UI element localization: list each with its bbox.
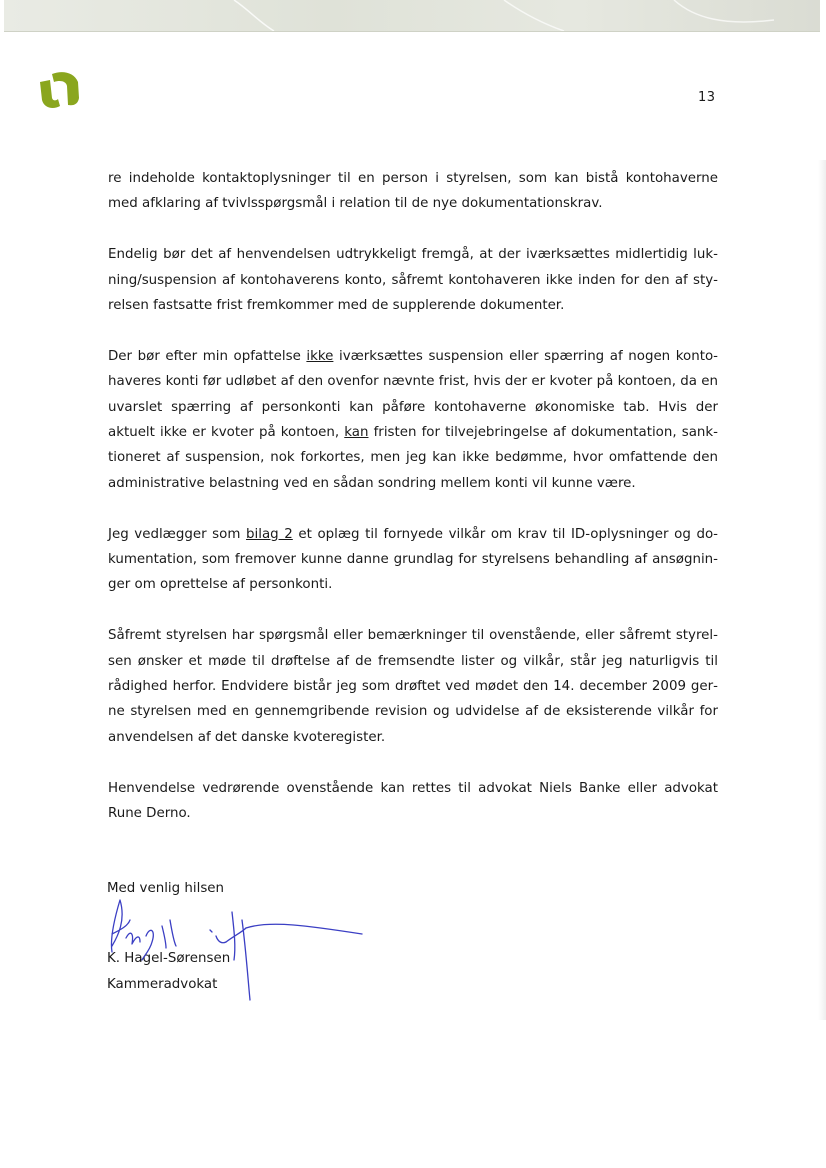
paragraph-text: Henvendelse vedrørende ovenstående kan rettes til advokat Niels Banke eller advokat Rune Derno. — [108, 780, 718, 822]
paragraph-text: et oplæg til fornyede vilkår om krav til ID-oplysninger og dokumentation, som fremover kunne danne grundlag for styrelsens behandling af ansøgninger om oprettelse af personkonti. — [108, 526, 718, 593]
header-band — [4, 0, 820, 32]
body-paragraph — [108, 344, 718, 496]
paragraph-text: Endelig bør det af henvendelsen udtrykkeligt fremgå, at der iværksættes midlertidig lukning/suspension af kontohaverens konto, såfremt kontohaveren ikke inden for den af styrelsen fastsatte frist fremkommer med de supplerende dokumenter. — [108, 247, 718, 314]
body-paragraph — [108, 623, 718, 750]
paragraph-text: Der bør efter min opfattelse — [108, 348, 307, 364]
body-paragraph — [108, 776, 718, 827]
signatory-name: K. Hagel-Sørensen — [107, 951, 231, 966]
page-edge-shadow — [818, 160, 826, 1020]
handwritten-signature-icon — [100, 890, 370, 1005]
page-number: 13 — [698, 90, 716, 105]
paragraph-text: Jeg vedlægger som — [108, 526, 246, 542]
closing-greeting: Med venlig hilsen — [107, 881, 225, 896]
emphasized-text: ikke — [306, 348, 334, 364]
body-paragraph — [108, 522, 718, 598]
letter-body — [108, 166, 718, 852]
signatory-title: Kammeradvokat — [107, 977, 218, 992]
firm-logo-icon — [38, 70, 82, 110]
header-decoration — [4, 0, 820, 31]
emphasized-text: bilag 2 — [246, 526, 293, 542]
paragraph-text: Såfremt styrelsen har spørgsmål eller bemærkninger til ovenstående, eller såfremt styrelsen ønsker et møde til drøftelse af de fremsendte lister og vilkår, står jeg naturligvis til rådighed herfor. Endvidere bistår jeg som drøftet ved mødet den 14. december 2009 gerne styrelsen med en gennemgribende revision og udvidelse af de eksisterende vilkår for anvendelsen af det danske kvoteregister. — [108, 628, 718, 745]
body-paragraph — [108, 166, 718, 217]
paragraph-text: iværksættes suspension eller spærring af nogen kontohaveres konti før udløbet af den ovenfor nævnte frist, hvis der er kvoter på kontoen, da en uvarslet spærring af personkonti kan påføre kontohaverne økonomiske tab. Hvis der aktuelt ikke er kvoter på kontoen, — [108, 348, 718, 441]
paragraph-text: fristen for tilvejebringelse af dokumentation, sanktioneret af suspension, nok forkortes, men jeg kan ikke bedømme, hvor omfattende den administrative belastning ved en sådan sondring mellem konti vil kunne være. — [108, 425, 718, 491]
paragraph-text: re indeholde kontaktoplysninger til en person i styrelsen, som kan bistå kontohaverne med afklaring af tvivlsspørgsmål i relation til de nye dokumentationskrav. — [108, 171, 718, 212]
body-paragraph — [108, 242, 718, 318]
emphasized-text: kan — [344, 425, 369, 441]
